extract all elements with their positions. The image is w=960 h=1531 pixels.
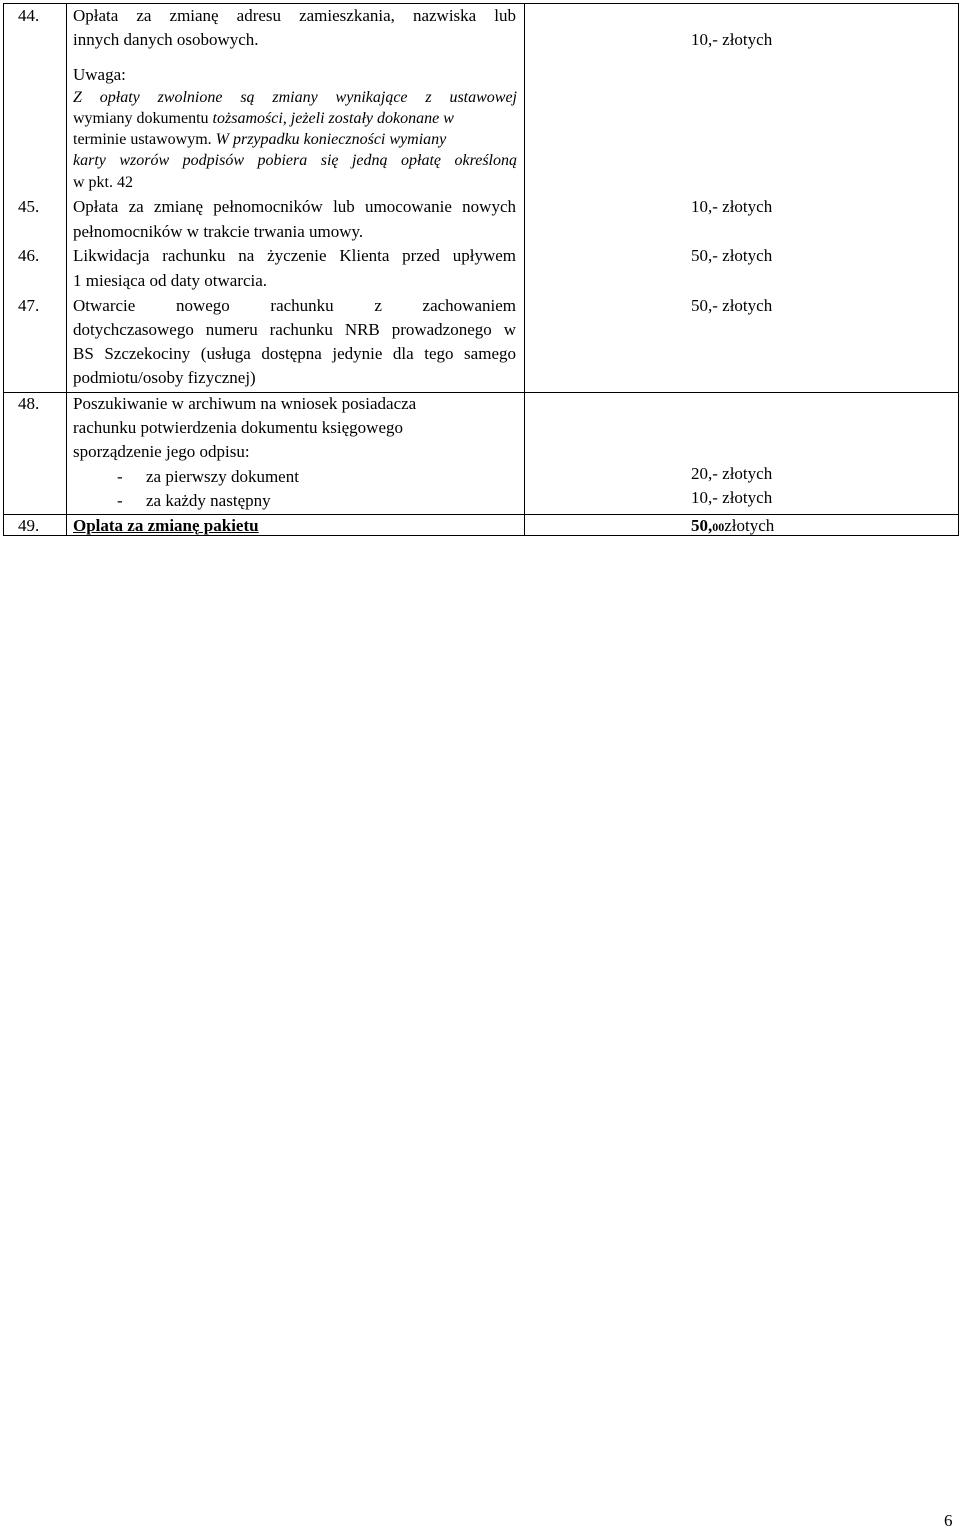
sub-item-price: 20,- złotych: [691, 464, 773, 483]
row-description: Poszukiwanie w archiwum na wniosek posiadacza: [73, 394, 417, 413]
row-price: 50,00złotych: [691, 516, 775, 535]
note-text: Z opłaty zwolnione są zmiany wynikające z ustawowej: [73, 89, 517, 106]
row-description: Likwidacja rachunku na życzenie Klienta przed upływem: [73, 246, 516, 265]
note-text: wymiany dokumentu tożsamości, jeżeli zostały dokonane w: [73, 110, 454, 127]
row-description: rachunku potwierdzenia dokumentu księgowego: [73, 418, 403, 437]
note-text: terminie ustawowym. W przypadku konieczności wymiany: [73, 131, 447, 148]
page-number: 6: [944, 1511, 953, 1530]
row-number: 46.: [18, 246, 40, 265]
row-description: 1 miesiąca od daty otwarcia.: [73, 271, 268, 290]
column-divider: [524, 4, 525, 535]
note-text: w pkt. 42: [73, 174, 133, 191]
row-description: pełnomocników w trakcie trwania umowy.: [73, 222, 364, 241]
row-price: 10,- złotych: [691, 197, 773, 216]
row-description: podmiotu/osoby fizycznej): [73, 368, 256, 387]
row-description: BS Szczekociny (usługa dostępna jedynie dla tego samego: [73, 344, 516, 363]
row-price: 50,- złotych: [691, 296, 773, 315]
row-description: sporządzenie jego odpisu:: [73, 442, 250, 461]
note-text: karty wzorów podpisów pobiera się jedną opłatę określoną: [73, 152, 517, 169]
sub-item-dash: -: [117, 467, 123, 486]
column-divider: [66, 4, 67, 535]
note-heading: Uwaga:: [73, 65, 126, 84]
row-description: Opłata za zmianę adresu zamieszkania, nazwiska lub: [73, 6, 516, 25]
sub-item-label: za pierwszy dokument: [146, 467, 299, 486]
row-description: Otwarcie nowego rachunku z zachowaniem: [73, 296, 516, 315]
sub-item-dash: -: [117, 491, 123, 510]
row-description: dotychczasowego numeru rachunku NRB prowadzonego w: [73, 320, 516, 339]
row-number: 48.: [18, 394, 40, 413]
row-number: 47.: [18, 296, 40, 315]
row-description: Oplata za zmianę pakietu: [73, 516, 259, 535]
sub-item-price: 10,- złotych: [691, 488, 773, 507]
sub-item-label: za każdy następny: [146, 491, 271, 510]
row-description: innych danych osobowych.: [73, 30, 259, 49]
row-number: 49.: [18, 516, 40, 535]
row-price: 50,- złotych: [691, 246, 773, 265]
row-description: Opłata za zmianę pełnomocników lub umocowanie nowych: [73, 197, 516, 216]
row-number: 45.: [18, 197, 40, 216]
row-price: 10,- złotych: [691, 30, 773, 49]
row-number: 44.: [18, 6, 40, 25]
